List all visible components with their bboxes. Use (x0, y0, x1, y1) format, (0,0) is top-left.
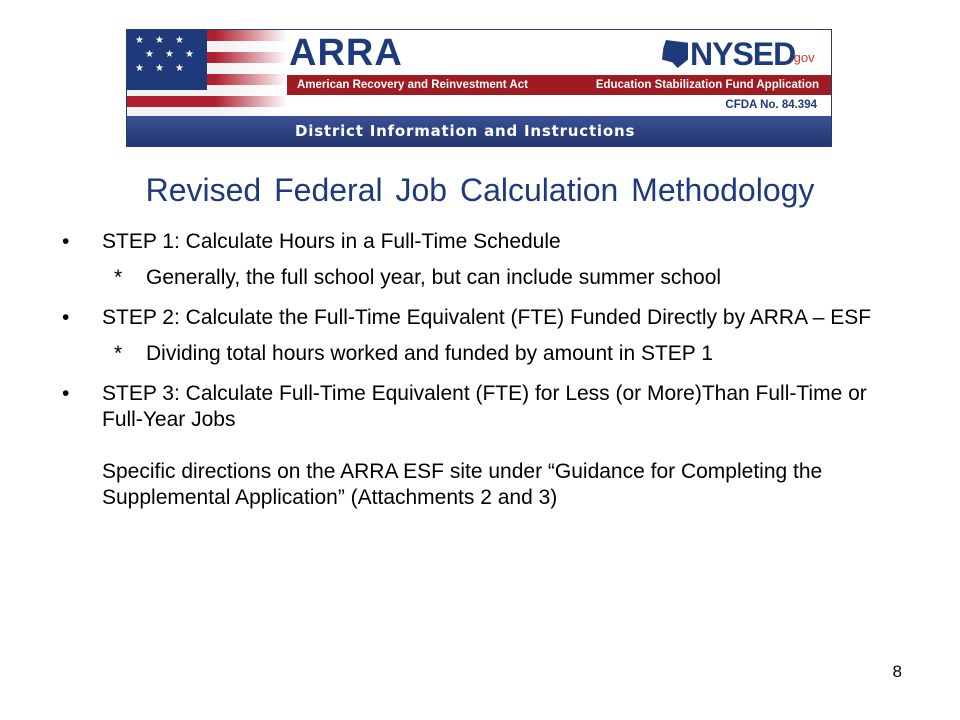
act-name: American Recovery and Reinvestment Act (297, 79, 528, 91)
bullet-marker: • (62, 230, 70, 253)
bullet-text: STEP 2: Calculate the Full-Time Equivalent (FTE) Funded Directly by ARRA – ESF (102, 306, 872, 329)
bullet-marker: • (62, 382, 70, 405)
banner-red-bar (287, 75, 831, 95)
bullet-step-1 (62, 229, 902, 255)
sub-bullet-step-1 (62, 265, 902, 291)
flag-canton: ★ ★ ★ ★ ★ ★ ★ ★ ★ (127, 30, 207, 90)
sub-bullet-step-2 (62, 341, 902, 367)
sub-bullet-marker: * (114, 266, 123, 289)
sub-bullet-marker: * (114, 342, 123, 365)
section-title: District Information and Instructions (295, 122, 636, 140)
slide-title: Revised Federal Job Calculation Methodology (145, 172, 815, 208)
application-name: Education Stabilization Fund Application (595, 79, 819, 91)
bullet-step-2 (62, 305, 902, 331)
bullet-text: STEP 1: Calculate Hours in a Full-Time Schedule (102, 230, 561, 253)
guidance-note: Specific directions on the ARRA ESF site under “Guidance for Completing the Supplemental Application” (Attachments 2 and 3) (102, 460, 823, 509)
new-york-state-icon (662, 40, 688, 68)
nysed-logo (662, 34, 832, 74)
sub-bullet-text: Dividing total hours worked and funded by amount in STEP 1 (146, 342, 713, 365)
header-banner (126, 29, 832, 147)
nysed-gov-text: .gov (790, 50, 815, 65)
page-number: 8 (892, 662, 902, 681)
banner-section-bar (127, 116, 831, 146)
bullet-marker: • (62, 306, 70, 329)
nysed-logo-text: NYSED (690, 36, 796, 72)
slide-content (62, 229, 902, 511)
bullet-text: STEP 3: Calculate Full-Time Equivalent (FTE) for Less (or More)Than Full-Time or Full-Year Jobs (102, 382, 867, 431)
arra-logo: ARRA (289, 32, 403, 74)
cfda-number: CFDA No. 84.394 (725, 99, 817, 111)
sub-bullet-text: Generally, the full school year, but can include summer school (146, 266, 722, 289)
bullet-step-3 (62, 381, 902, 433)
